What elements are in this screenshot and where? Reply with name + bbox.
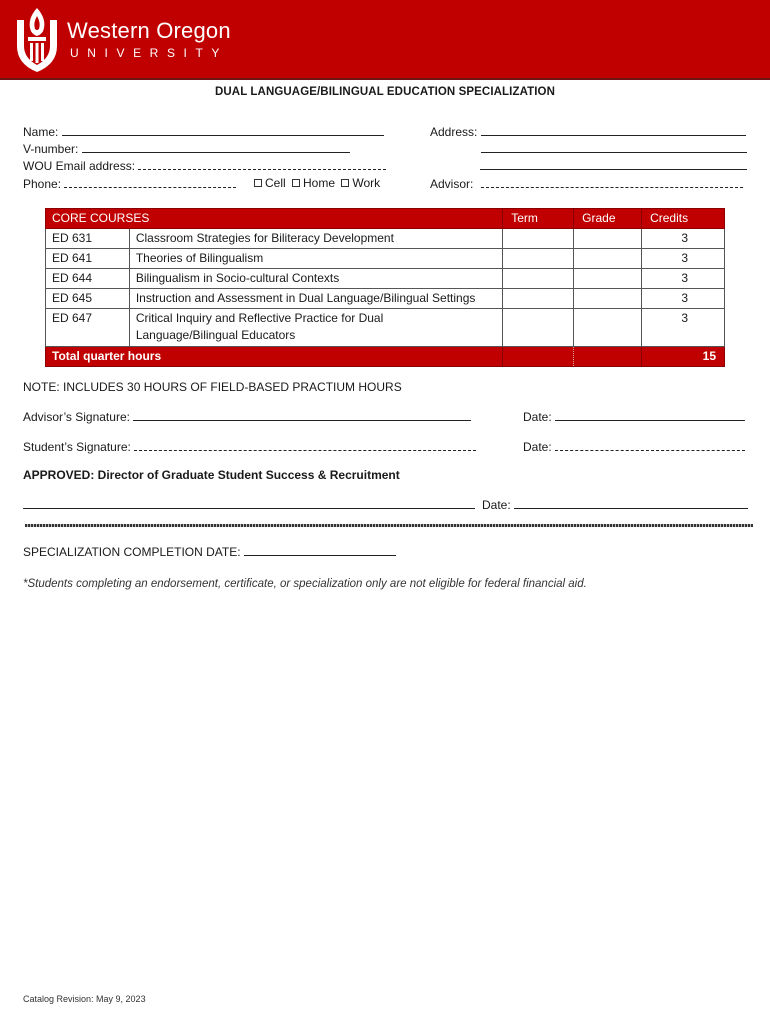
cell-checkbox[interactable]: Cell	[254, 176, 286, 190]
checkbox-icon	[292, 179, 300, 187]
course-code: ED 645	[46, 289, 130, 309]
term-cell[interactable]	[503, 229, 574, 249]
director-date-line[interactable]	[514, 497, 748, 509]
advisor-signature-label: Advisor’s Signature:	[23, 410, 130, 424]
advisor-date-field[interactable]	[523, 409, 745, 424]
name-input-line[interactable]	[62, 124, 384, 136]
term-cell[interactable]	[503, 269, 574, 289]
total-credits: 15	[642, 347, 725, 367]
core-courses-header: CORE COURSES	[46, 209, 503, 229]
address-line-3[interactable]	[480, 158, 747, 173]
table-row	[46, 289, 725, 309]
director-date-field[interactable]	[482, 497, 748, 512]
phone-label: Phone:	[23, 177, 62, 191]
address-input-line-2[interactable]	[481, 141, 747, 153]
grade-cell[interactable]	[574, 249, 642, 269]
table-header-row	[46, 209, 725, 229]
student-signature-line[interactable]	[134, 439, 476, 451]
student-date-line[interactable]	[555, 439, 745, 451]
term-cell[interactable]	[503, 289, 574, 309]
approval-heading: APPROVED: Director of Graduate Student Success & Recruitment	[23, 468, 400, 482]
course-code: ED 631	[46, 229, 130, 249]
advisor-date-line[interactable]	[555, 409, 745, 421]
email-input-line[interactable]	[138, 158, 386, 170]
course-title: Bilingualism in Socio-cultural Contexts	[129, 269, 502, 289]
torch-shield-icon	[14, 6, 60, 74]
brand-name: Western Oregon	[67, 18, 231, 43]
checkbox-icon	[341, 179, 349, 187]
term-cell[interactable]	[503, 309, 574, 347]
course-title: Instruction and Assessment in Dual Language/Bilingual Settings	[129, 289, 502, 309]
advisor-input-line[interactable]	[481, 176, 743, 188]
grade-header: Grade	[574, 209, 642, 229]
total-row	[46, 347, 725, 367]
total-term-cell	[503, 347, 574, 367]
core-courses-table	[45, 208, 725, 367]
phone-field[interactable]	[23, 176, 236, 191]
grade-cell[interactable]	[574, 229, 642, 249]
grade-cell[interactable]	[574, 289, 642, 309]
course-title: Critical Inquiry and Reflective Practice for Dual Language/Bilingual Educators	[129, 309, 502, 347]
student-signature-label: Student’s Signature:	[23, 440, 131, 454]
total-label: Total quarter hours	[46, 347, 503, 367]
grade-cell[interactable]	[574, 309, 642, 347]
course-title: Classroom Strategies for Biliteracy Development	[129, 229, 502, 249]
date-label: Date:	[523, 440, 552, 454]
vnumber-label: V-number:	[23, 142, 79, 156]
advisor-field[interactable]	[430, 176, 743, 191]
date-label: Date:	[523, 410, 552, 424]
checkbox-icon	[254, 179, 262, 187]
total-grade-cell	[574, 347, 642, 367]
advisor-signature-line[interactable]	[133, 409, 471, 421]
email-field[interactable]	[23, 158, 386, 173]
director-signature-line[interactable]	[23, 497, 475, 509]
vnumber-field[interactable]	[23, 141, 350, 156]
date-label: Date:	[482, 498, 511, 512]
grade-cell[interactable]	[574, 269, 642, 289]
credits-cell: 3	[642, 229, 725, 249]
credits-cell: 3	[642, 309, 725, 347]
home-checkbox[interactable]: Home	[292, 176, 335, 190]
term-cell[interactable]	[503, 249, 574, 269]
course-code: ED 644	[46, 269, 130, 289]
address-input-line-1[interactable]	[481, 124, 746, 136]
table-row	[46, 249, 725, 269]
completion-date-field[interactable]	[23, 544, 396, 559]
address-label: Address:	[430, 125, 478, 139]
credits-header: Credits	[642, 209, 725, 229]
course-code: ED 647	[46, 309, 130, 347]
course-code: ED 641	[46, 249, 130, 269]
credits-cell: 3	[642, 269, 725, 289]
vnumber-input-line[interactable]	[82, 141, 350, 153]
name-field[interactable]	[23, 124, 384, 139]
address-input-line-3[interactable]	[480, 158, 747, 170]
catalog-revision: Catalog Revision: May 9, 2023	[23, 994, 146, 1004]
phone-input-line[interactable]	[64, 176, 236, 188]
advisor-signature-field[interactable]	[23, 409, 471, 424]
completion-date-line[interactable]	[244, 544, 396, 556]
brand-subtitle: UNIVERSITY	[70, 46, 229, 60]
advisor-label: Advisor:	[430, 177, 474, 191]
credits-cell: 3	[642, 289, 725, 309]
practicum-note: NOTE: INCLUDES 30 HOURS OF FIELD-BASED PRACTIUM HOURS	[23, 380, 402, 394]
work-checkbox[interactable]: Work	[341, 176, 380, 190]
address-line-2[interactable]	[481, 141, 747, 156]
completion-date-label: SPECIALIZATION COMPLETION DATE:	[23, 545, 241, 559]
name-label: Name:	[23, 125, 59, 139]
table-row	[46, 229, 725, 249]
dotted-divider	[25, 524, 753, 527]
financial-aid-footnote: *Students completing an endorsement, certificate, or specialization only are not eligible for federal financial aid.	[23, 578, 587, 590]
address-field[interactable]	[430, 124, 746, 139]
credits-cell: 3	[642, 249, 725, 269]
phone-type-options	[254, 176, 380, 190]
email-label: WOU Email address:	[23, 159, 136, 173]
student-date-field[interactable]	[523, 439, 745, 454]
director-signature-field[interactable]	[23, 497, 475, 512]
term-header: Term	[503, 209, 574, 229]
header-bar	[0, 0, 770, 80]
table-row	[46, 309, 725, 347]
document-title: DUAL LANGUAGE/BILINGUAL EDUCATION SPECIALIZATION	[214, 86, 555, 98]
course-title: Theories of Bilingualism	[129, 249, 502, 269]
table-row	[46, 269, 725, 289]
student-signature-field[interactable]	[23, 439, 476, 454]
